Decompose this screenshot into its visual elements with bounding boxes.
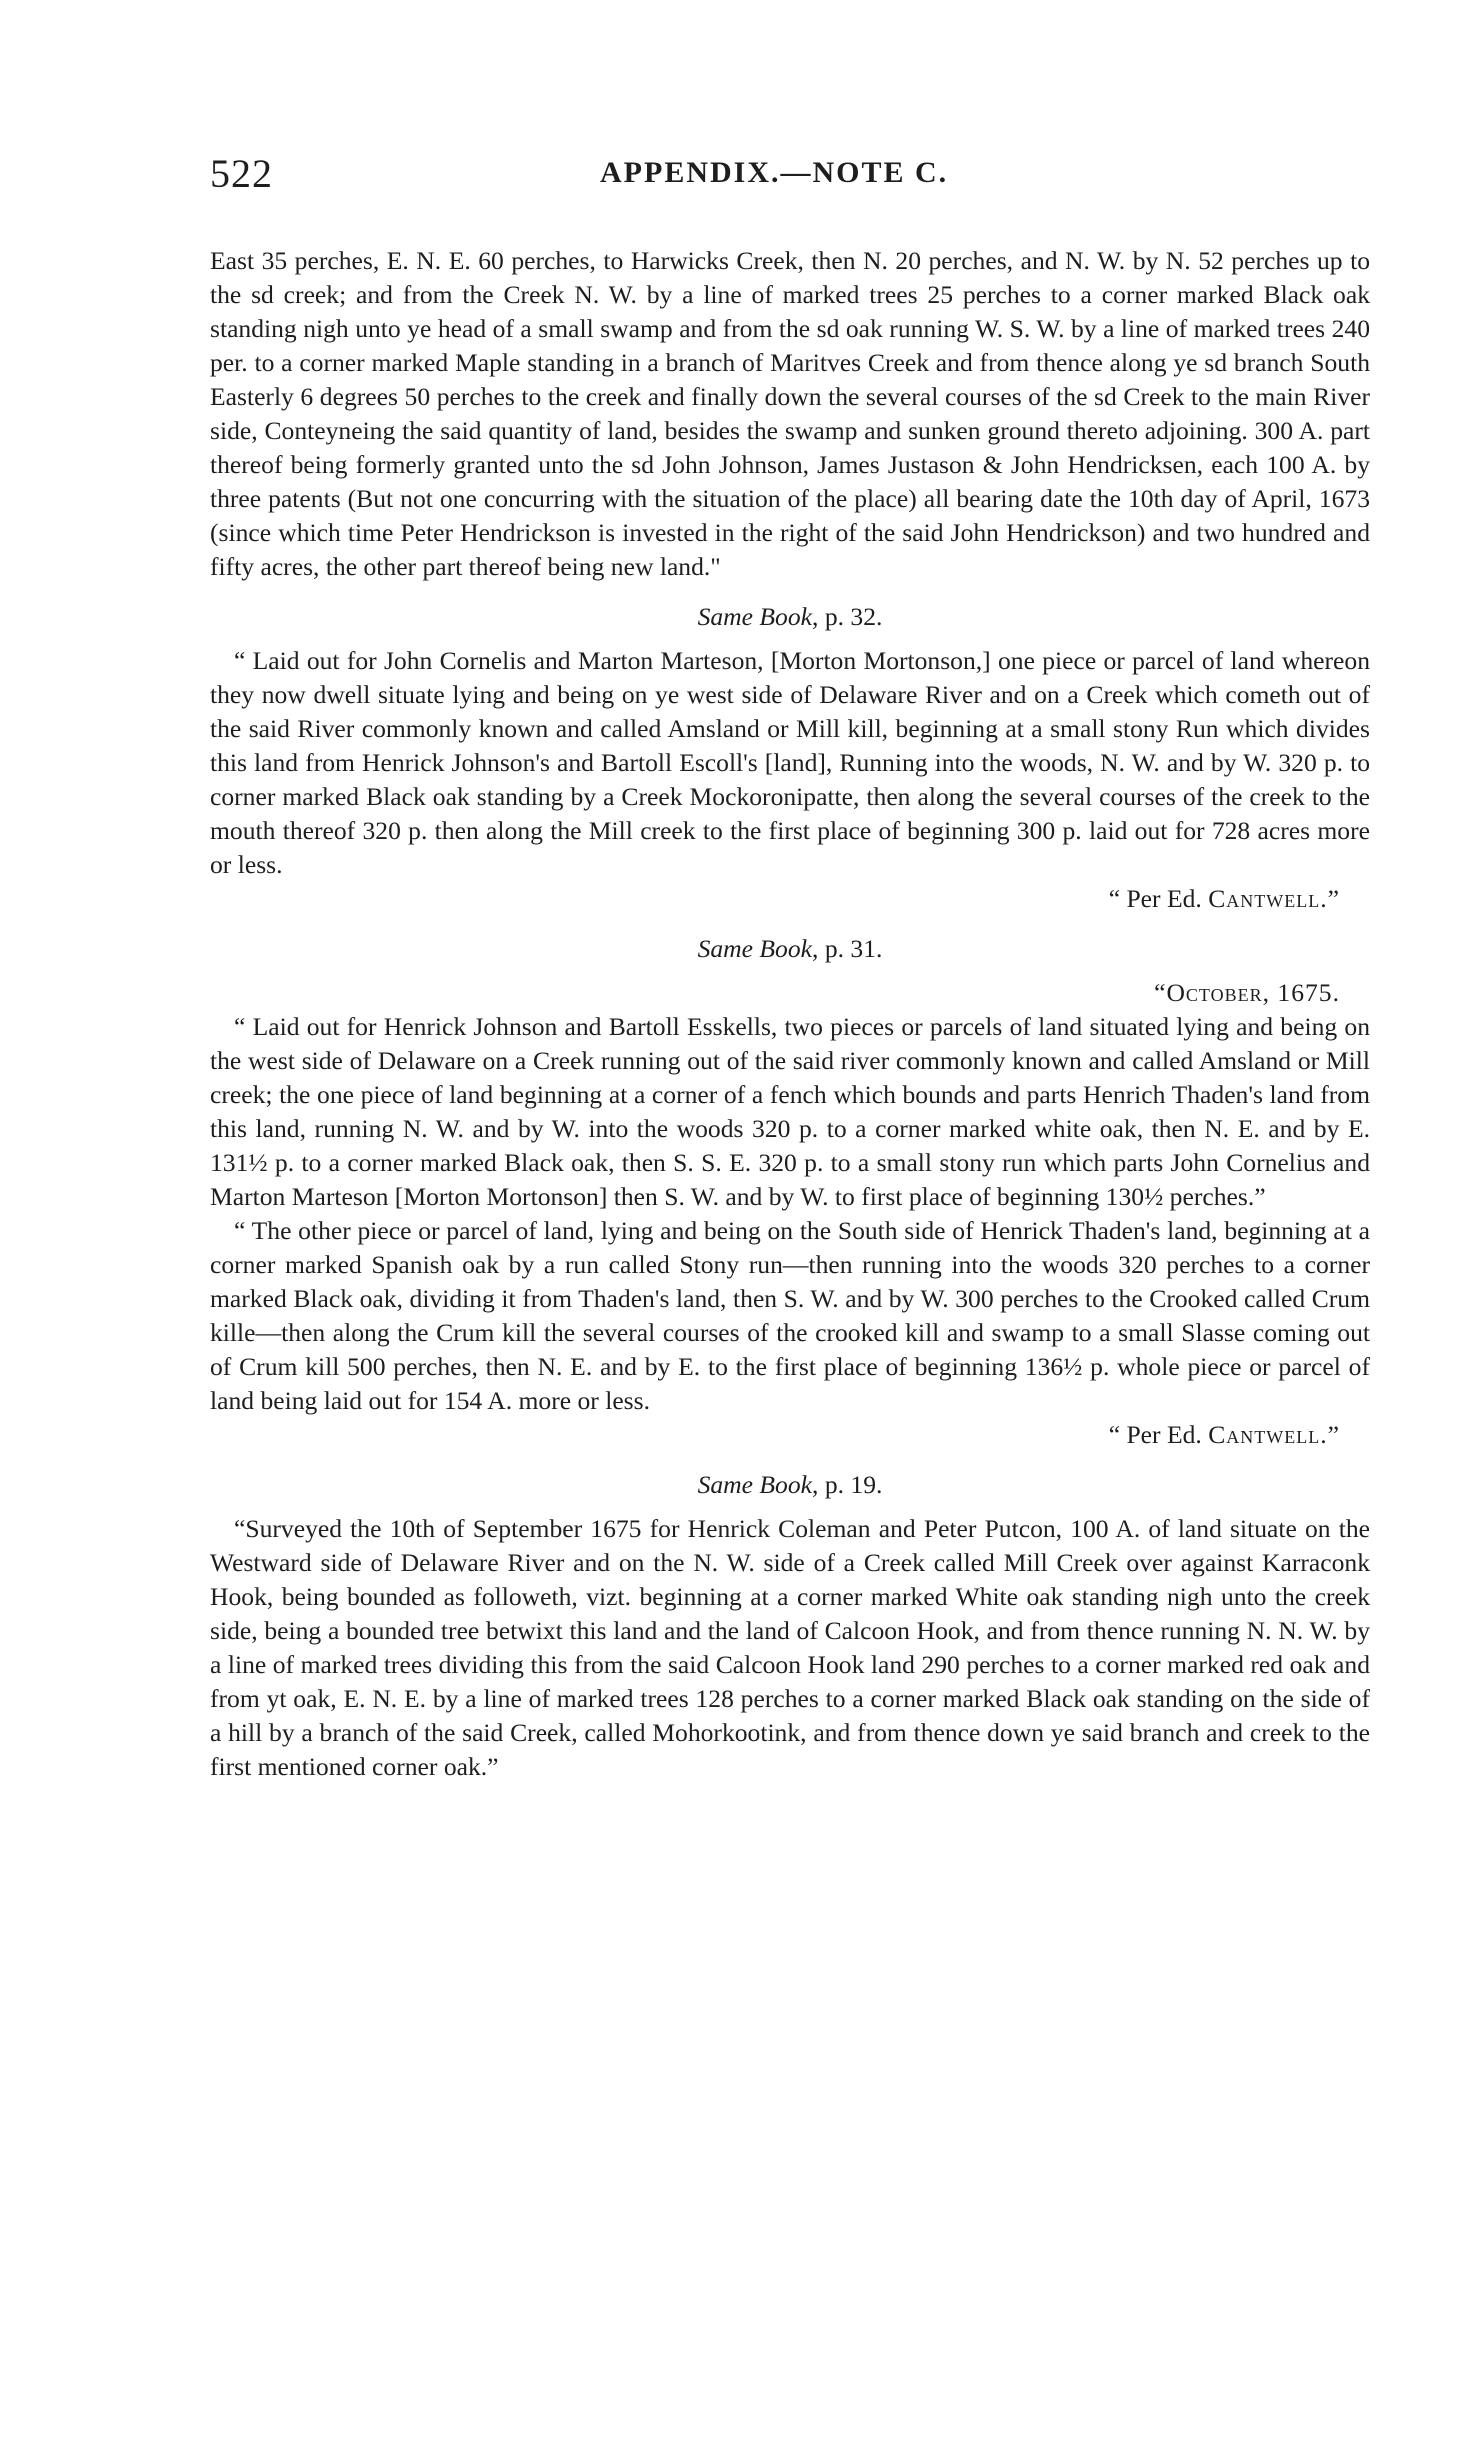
section-paragraph: “ Laid out for John Cornelis and Marton Marteson, [Morton Mortonson,] one piece or parcel of land whereon they now dwell situate lying and being on ye west side of Delaware River and on a Creek which cometh out of the said River commonly known and called Amsland or Mill kill, beginning at a small stony Run which divides this land from Henrick Johnson's and Bartoll Escoll's [land], Running into the woods, N. W. and by W. 320 p. to corner marked Black oak standing by a Creek Mockoronipatte, then along the several courses of the creek to the mouth thereof 320 p. then along the Mill creek to the first place of beginning 300 p. laid out for 728 acres more or less.: [210, 646, 1370, 879]
dateline: “October, 1675.: [1154, 978, 1340, 1007]
heading-page-ref: , p. 19.: [812, 1470, 883, 1499]
section-paragraph: “Surveyed the 10th of September 1675 for Henrick Coleman and Peter Putcon, 100 A. of land situate on the Westward side of Delaware River and on the N. W. side of a Creek called Mill Creek over against Karraconk Hook, being bounded as followeth, vizt. beginning at a corner marked White oak standing nigh unto the creek side, being a bounded tree betwixt this land and the land of Calcoon Hook, and from thence running N. N. W. by a line of marked trees dividing this from the said Calcoon Hook land 290 perches to a corner marked red oak and from yt oak, E. N. E. by a line of marked trees 128 perches to a corner marked Black oak standing on the side of a hill by a branch of the said Creek, called Mohorkootink, and from thence down ye said branch and creek to the first mentioned corner oak.”: [210, 1514, 1370, 1781]
signature: “ Per Ed. Cantwell.”: [1108, 884, 1340, 913]
heading-book-title: Same Book: [697, 602, 813, 631]
running-title: APPENDIX.—NOTE C.: [600, 156, 949, 189]
signature: “ Per Ed. Cantwell.”: [1108, 1420, 1340, 1449]
heading-page-ref: , p. 32.: [812, 602, 883, 631]
section-heading: [210, 932, 1370, 966]
section-paragraph: “ The other piece or parcel of land, lying and being on the South side of Henrick Thaden's land, beginning at a corner marked Spanish oak by a run called Stony run—then running into the woods 320 perches to a corner marked Black oak, dividing it from Thaden's land, then S. W. and by W. 300 perches to the Crooked called Crum kille—then along the Crum kill the several courses of the crooked kill and swamp to a small Slasse coming out of Crum kill 500 perches, then N. E. and by E. to the first place of beginning 136½ p. whole piece or parcel of land being laid out for 154 A. more or less.: [210, 1216, 1370, 1415]
running-head: [210, 150, 1370, 204]
section-paragraph: “ Laid out for Henrick Johnson and Bartoll Esskells, two pieces or parcels of land situated lying and being on the west side of Delaware on a Creek running out of the said river commonly known and called Amsland or Mill creek; the one piece of land beginning at a corner of a fench which bounds and parts Henrich Thaden's land from this land, running N. W. and by W. into the woods 320 p. to a corner marked white oak, then N. E. and by E. 131½ p. to a corner marked Black oak, then S. S. E. 320 p. to a small stony run which parts John Cornelius and Marton Marteson [Morton Mortonson] then S. W. and by W. to first place of beginning 130½ perches.”: [210, 1012, 1370, 1211]
section-heading: [210, 1468, 1370, 1502]
page-number: 522: [210, 151, 273, 196]
heading-book-title: Same Book: [697, 1470, 813, 1499]
section-heading: [210, 600, 1370, 634]
continuation-paragraph: East 35 perches, E. N. E. 60 perches, to Harwicks Creek, then N. 20 perches, and N. W. by N. 52 perches up to the sd creek; and from the Creek N. W. by a line of marked trees 25 perches to a corner marked Black oak standing nigh unto ye head of a small swamp and from the sd oak running W. S. W. by a line of marked trees 240 per. to a corner marked Maple standing in a branch of Maritves Creek and from thence along ye sd branch South Easterly 6 degrees 50 perches to the creek and finally down the several courses of the sd Creek to the main River side, Conteyneing the said quantity of land, besides the swamp and sunken ground thereto adjoining. 300 A. part thereof being formerly granted unto the sd John Johnson, James Justason & John Hendricksen, each 100 A. by three patents (But not one concurring with the situation of the place) all bearing date the 10th day of April, 1673 (since which time Peter Hendrickson is invested in the right of the said John Hendrickson) and two hundred and fifty acres, the other part thereof being new land.": [210, 246, 1370, 581]
heading-page-ref: , p. 31.: [812, 934, 883, 963]
book-page: [210, 150, 1370, 1784]
heading-book-title: Same Book: [697, 934, 813, 963]
